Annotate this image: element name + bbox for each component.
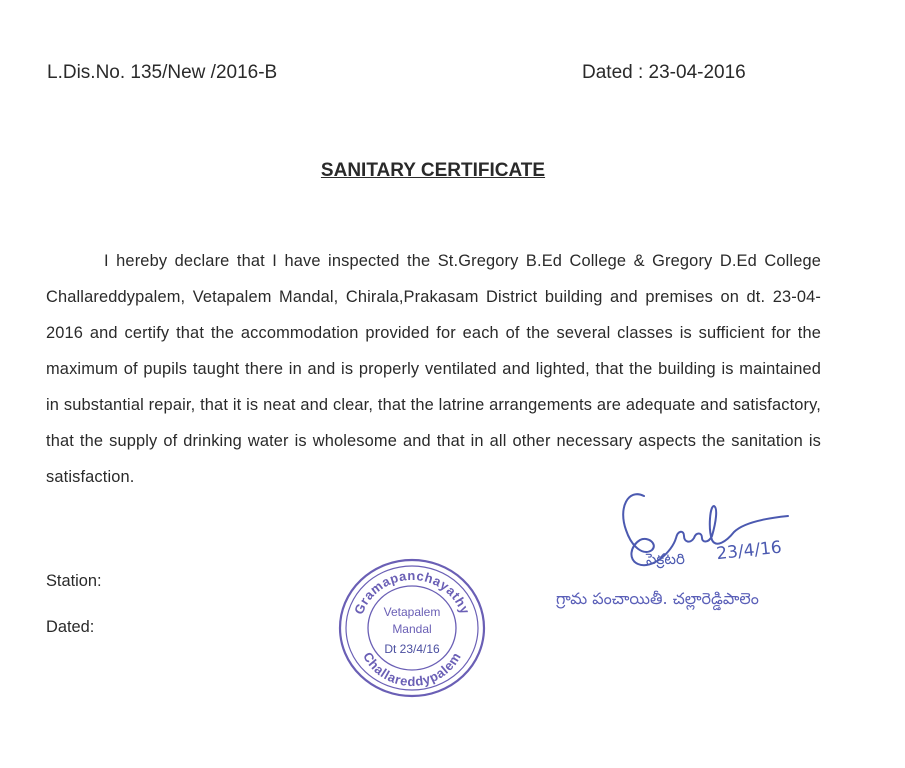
seal-outer-top-text: Gramapanchayathy [351, 567, 474, 617]
panchayat-seal [336, 556, 488, 700]
station-label: Station: [46, 572, 102, 590]
header-date: Dated : 23-04-2016 [582, 62, 746, 83]
signature-date: 23/4/16 [715, 537, 783, 565]
seal-line3: Dt 23/4/16 [384, 642, 440, 656]
telugu-stamp [552, 580, 792, 614]
dated-label: Dated: [46, 618, 95, 636]
seal-line2: Mandal [392, 622, 432, 636]
seal-outer-bottom-text: Challareddypalem [360, 649, 464, 690]
certificate-title: SANITARY CERTIFICATE [320, 160, 546, 181]
telugu-stamp-text: గ్రామ పంచాయితీ. చల్లారెడ్డిపాలెం [556, 589, 759, 608]
certificate-body: I hereby declare that I have inspected the St.Gregory B.Ed College & Gregory D.Ed College Challareddypalem, Vetapalem Mandal, Chirala,Prakasam District building and premises on dt. 23-04-2016 and certify that the accommodation provided for each of the several classes is sufficient for the maximum of pupils taught there in and is properly ventilated and lighted, that the building is maintained in substantial repair, that it is neat and clear, that the latrine arrangements are adequate and satisfactory, that the supply of drinking water is wholesome and that in all other necessary aspects the sanitation is satisfaction. [46, 252, 821, 486]
reference-number: L.Dis.No. 135/New /2016-B [47, 62, 278, 83]
signature-title-telugu: సెక్రటరి [646, 550, 685, 568]
seal-line1: Vetapalem [383, 605, 441, 619]
